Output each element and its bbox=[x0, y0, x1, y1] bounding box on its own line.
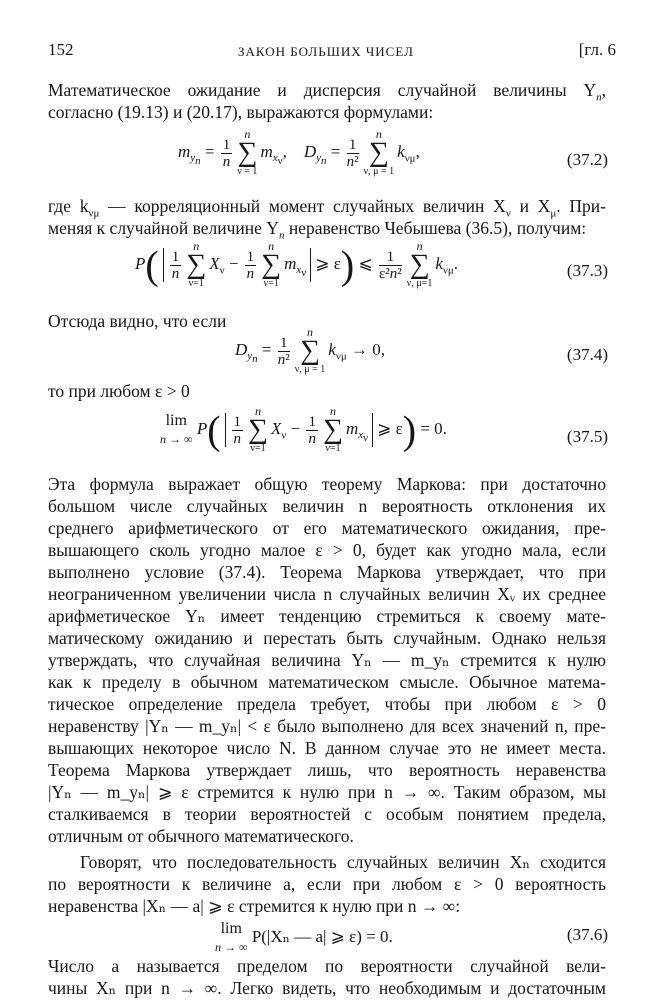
para1-line: Эта формула выражает общую теорему Маркова: при достаточно bbox=[48, 474, 606, 494]
para2-line: Говорят, что последовательность случайных величин Xₙ сходится bbox=[80, 852, 606, 872]
para2-line: по вероятности к величине a, если при любом ε > 0 вероятность bbox=[48, 874, 606, 894]
equation-label-37-5: (37.5) bbox=[566, 427, 608, 446]
para1-line: матическому ожиданию и перестать быть случайным. Однако нельзя bbox=[48, 628, 606, 648]
para1-line: арифметическое Yₙ имеет тенденцию стремиться к своему мате- bbox=[48, 606, 606, 626]
para3-line: Число a называется пределом по вероятности случайной вели- bbox=[48, 956, 606, 976]
page-number: 152 bbox=[48, 40, 74, 59]
para1-line: большом числе случайных величин n вероятность отклонения их bbox=[48, 496, 606, 516]
text-line-1: Математическое ожидание и дисперсия случайной величины $Y_n$, bbox=[48, 80, 606, 104]
text-line-4: меняя к случайной величине $Y_n$ неравенство Чебышева (36.5), получим: bbox=[48, 218, 587, 242]
para1-line: выполнено условие (37.4). Теорема Маркова утверждает, что при bbox=[48, 562, 606, 582]
equation-37-4: $D_{y_n}$ = $\frac{1}{\text{n²}}$ n ∑ ν, μ = 1 $k_{\nu\mu} \to 0$, bbox=[235, 325, 385, 375]
para1-line: неравенству |Yₙ — m_yₙ| < ε было выполнено для всех значений n, пре- bbox=[48, 716, 606, 736]
equation-label-37-3: (37.3) bbox=[566, 261, 608, 280]
equation-37-5: lim n → ∞ P( $\frac{1}{n}$ n ∑ ν=1 $X_\nu$ − $\frac{1}{n}$ n ∑ ν=1 $m_{x_\nu}⩾$ ε) = 0. bbox=[160, 404, 447, 454]
text-line-3: где $k_{\nu\mu}$ — корреляционный момент случайных величин $X_\nu$ и $X_\mu$. При- bbox=[48, 196, 606, 220]
chapter-label: [гл. 6 bbox=[578, 40, 616, 59]
equation-label-37-2: (37.2) bbox=[566, 150, 608, 169]
para1-line: сталкиваемся в теории вероятностей с особым понятием предела, bbox=[48, 804, 606, 824]
para1-line: неограниченном увеличении числа n случайных величин Xᵥ их среднее bbox=[48, 584, 606, 604]
para1-line: Теорема Маркова утверждает лишь, что вероятность неравенства bbox=[48, 760, 606, 780]
equation-label-37-6: (37.6) bbox=[566, 925, 608, 944]
equation-37-6: lim n → ∞ P(|Xₙ — a| ⩾ ε) = 0. bbox=[215, 920, 393, 954]
para1-line: |Yₙ — m_yₙ| ⩾ ε стремится к нулю при n → ∞. Таким образом, мы bbox=[48, 782, 606, 802]
para1-line: вышающих некоторое число N. В данном случае это не имеет места. bbox=[48, 738, 606, 758]
text-line-5: Отсюда видно, что если bbox=[48, 311, 227, 331]
equation-37-3: P( $\frac{1}{n}$ n ∑ ν=1 $X_\nu$ − $\frac{1}{n}$ n ∑ ν=1 $m_{x_\nu}⩾$ ε) ⩽ $\frac{1}{\text{ε²n²}}$ n ∑ ν, μ=1 $k_{\nu\mu}$. bbox=[135, 239, 458, 289]
para1-line: тическое определение предела требует, чтобы при любом ε > 0 bbox=[48, 694, 606, 714]
para1-line: утверждать, что случайная величина Yₙ — m_yₙ стремится к нулю bbox=[48, 650, 606, 670]
equation-label-37-4: (37.4) bbox=[566, 345, 608, 364]
para1-line: среднего арифметического от его математического ожидания, пре- bbox=[48, 518, 606, 538]
text-line-6: то при любом ε > 0 bbox=[48, 381, 190, 401]
para2-line: неравенства |Xₙ — a| ⩾ ε стремится к нулю при n → ∞: bbox=[48, 896, 461, 916]
para1-line: отличным от обычного математического. bbox=[48, 826, 354, 846]
para1-line: как к пределу в обычном математическом смысле. Обычное матема- bbox=[48, 672, 606, 692]
para3-line: чины Xₙ при n → ∞. Легко видеть, что необходимым и достаточным bbox=[48, 978, 606, 998]
para1-line: вышающего сколь угодно малое ε > 0, будет как угодно мала, если bbox=[48, 540, 606, 560]
running-title: ЗАКОН БОЛЬШИХ ЧИСЕЛ bbox=[238, 44, 414, 59]
text-line-2: согласно (19.13) и (20.17), выражаются формулами: bbox=[48, 102, 434, 122]
equation-37-2: $m_{y_n}$ = $\frac{1}{n}$ n ∑ ν = 1 $m_{x_\nu}$, $D_{y_n}$ = $\frac{1}{\text{n²}}$ n ∑ ν, μ = 1 $k_{\nu\mu}$, bbox=[178, 127, 420, 177]
